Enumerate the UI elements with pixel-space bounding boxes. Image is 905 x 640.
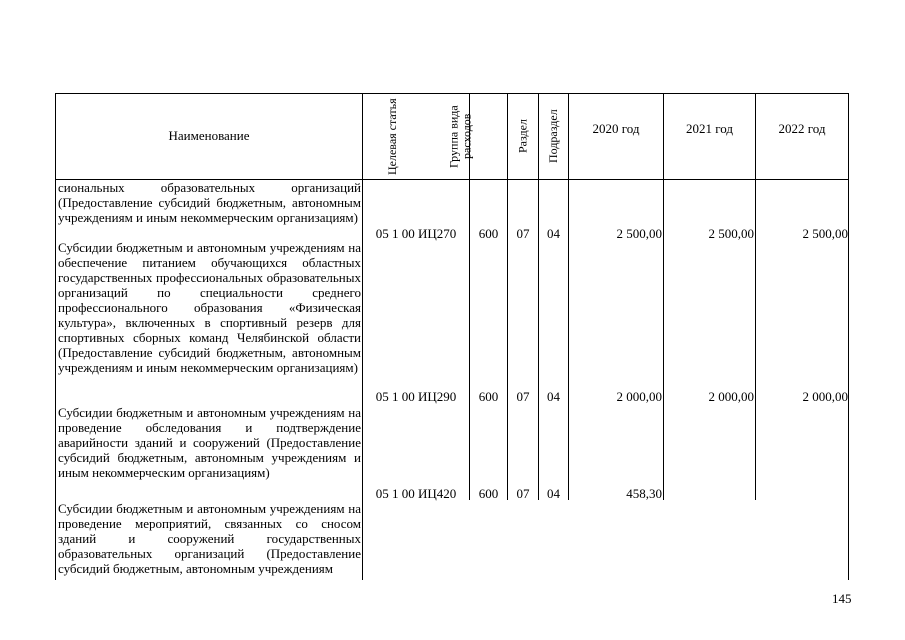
row-4-name: Субсидии бюджетным и автономным учреждениям на проведение мероприятий, связанных со сносом зданий и сооружений государственных образовательных организаций (Предоставление субсидий бюджетным, автономным учреждениям [58,501,361,576]
column-divider [568,93,569,500]
row-3-2020: 458,30 [626,486,662,501]
row-1-section: 07 [516,226,530,241]
header-expense-group-text: Группа вида расходов [446,105,474,168]
header-name: Наименование [168,128,250,143]
row-2-subsection: 04 [547,389,560,404]
row-1-2022: 2 500,00 [802,226,848,241]
header-2021: 2021 год [686,121,733,136]
row-1-2020: 2 500,00 [616,226,662,241]
row-3-target: 05 1 00 ИЦ420 [375,486,457,501]
header-expense-group [446,94,507,179]
header-2022: 2022 год [778,121,826,136]
column-divider [755,93,756,500]
header-2020: 2020 год [592,121,640,136]
column-divider [848,93,849,580]
row-3-section: 07 [516,486,530,501]
header-subsection [539,94,568,179]
row-1-group: 600 [478,226,499,241]
row-2-2022: 2 000,00 [802,389,848,404]
header-section [508,94,538,179]
row-2-2020: 2 000,00 [616,389,662,404]
row-2-group: 600 [478,389,499,404]
header-section-text: Раздел [515,119,530,154]
header-subsection-text: Подраздел [546,109,560,164]
row-2-section: 07 [516,389,530,404]
row-1-2021: 2 500,00 [708,226,754,241]
row-2-target: 05 1 00 ИЦ290 [375,389,457,404]
row-3-subsection: 04 [547,486,560,501]
column-divider [663,93,664,500]
row-2-2021: 2 000,00 [708,389,754,404]
header-target-article-text: Целевая статья [385,98,399,175]
row-1-name: сиональных образовательных организаций (Предоставление субсидий бюджетным, автономным учреждениям и иным некоммерческим организациям) [58,180,361,225]
row-3-group: 600 [478,486,499,501]
column-divider [55,93,56,580]
row-3-name: Субсидии бюджетным и автономным учреждениям на проведение обследования и подтверждение аварийности зданий и сооружений (Предоставление субсидий бюджетным, автономным учреждениям и иным некоммерческим организациям) [58,405,361,480]
row-1-target: 05 1 00 ИЦ270 [375,226,457,241]
page-number: 145 [832,591,852,606]
row-1-subsection: 04 [547,226,560,241]
row-2-name: Субсидии бюджетным и автономным учреждениям на обеспечение питанием обучающихся областных государственных профессиональных образовательных организаций по специальности среднего профессионального образования «Физическая культура», включенных в спортивный резерв для спортивных сборных команд Челябинской области (Предоставление субсидий бюджетным, автономным учреждениям и иным некоммерческим организациям) [58,240,361,375]
